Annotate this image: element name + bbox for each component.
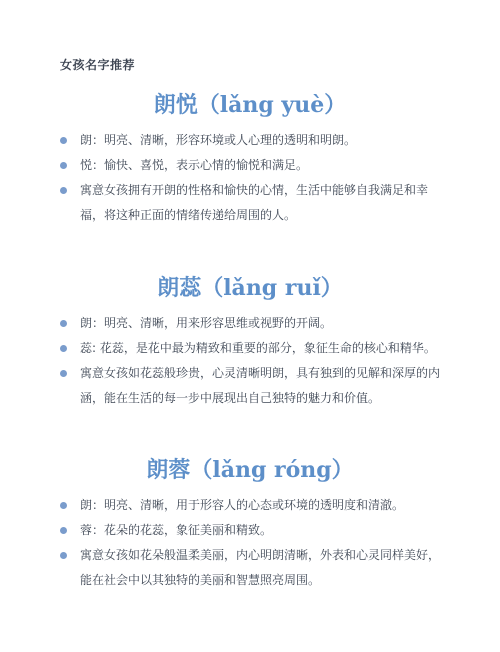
- bullet-text: 蓉：花朵的花蕊，象征美丽和精致。: [80, 523, 273, 537]
- bullet-dot-icon: [60, 137, 67, 144]
- bullet-list: [0, 128, 500, 228]
- bullet-dot-icon: [60, 552, 67, 559]
- name-title: 朗悦（lǎng yuè）: [153, 92, 347, 118]
- bullet-text: 寓意女孩如花朵般温柔美丽，内心明朗清晰，外表和心灵同样美好，能在社会中以其独特的美丽和智慧照亮周围。: [80, 548, 441, 587]
- bullet-item: [0, 311, 500, 336]
- name-section-3: [0, 455, 500, 587]
- bullet-dot-icon: [60, 502, 67, 509]
- document-label: 女孩名字推荐: [60, 58, 136, 72]
- bullet-item: [0, 153, 500, 178]
- bullet-text: 朗：明亮、清晰，形容环境或人心理的透明和明朗。: [80, 133, 357, 147]
- bullet-dot-icon: [60, 527, 67, 534]
- bullet-dot-icon: [60, 370, 67, 377]
- bullet-text: 寓意女孩拥有开朗的性格和愉快的心情，生活中能够自我满足和幸福，将这种正面的情绪传递给周围的人。: [80, 183, 429, 222]
- bullet-list: [0, 311, 500, 411]
- bullet-dot-icon: [60, 320, 67, 327]
- bullet-text: 悦：愉快、喜悦，表示心情的愉悦和满足。: [80, 158, 309, 172]
- bullet-dot-icon: [60, 162, 67, 169]
- name-section-1: [0, 90, 500, 222]
- bullet-text: 蕊: 花蕊，是花中最为精致和重要的部分，象征生命的核心和精华。: [80, 341, 436, 355]
- bullet-item: [0, 336, 500, 361]
- bullet-text: 寓意女孩如花蕊般珍贵，心灵清晰明朗，具有独到的见解和深厚的内涵，能在生活的每一步中展现出自己独特的魅力和价值。: [80, 366, 441, 405]
- bullet-item: [0, 128, 500, 153]
- bullet-item: [0, 518, 500, 543]
- bullet-item: [0, 361, 500, 411]
- bullet-dot-icon: [60, 187, 67, 194]
- name-section-2: [0, 273, 500, 405]
- bullet-text: 朗：明亮、清晰，用来形容思维或视野的开阔。: [80, 316, 333, 330]
- bullet-list: [0, 493, 500, 593]
- bullet-item: [0, 493, 500, 518]
- bullet-item: [0, 178, 500, 228]
- name-title: 朗蓉（lǎng róng）: [146, 457, 354, 483]
- bullet-text: 朗：明亮、清晰，用于形容人的心态或环境的透明度和清澈。: [80, 498, 405, 512]
- bullet-dot-icon: [60, 345, 67, 352]
- name-title: 朗蕊（lǎng ruǐ）: [157, 275, 343, 301]
- bullet-item: [0, 543, 500, 593]
